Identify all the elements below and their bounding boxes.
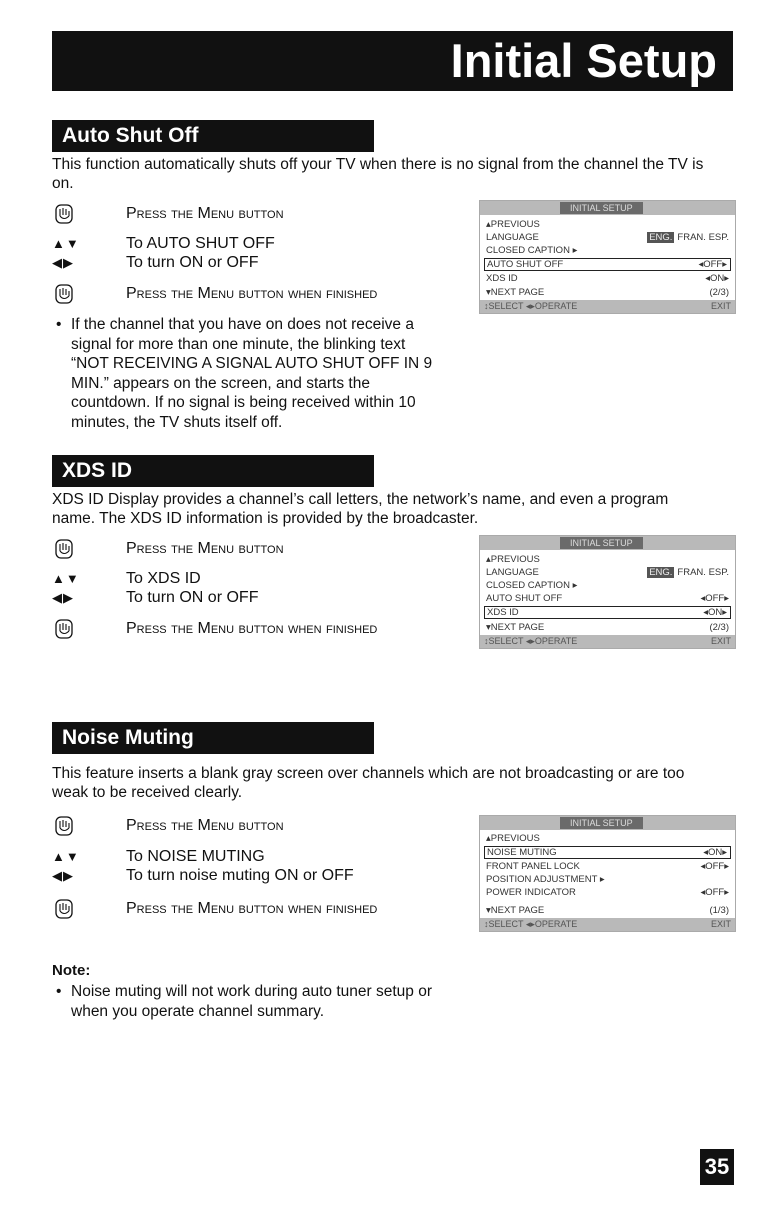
left-right-arrows-icon: ◀▶	[52, 868, 74, 883]
section-heading-xds-id: XDS ID	[52, 455, 374, 487]
osd-row-xds-id: XDS ID ◂ON▸	[486, 273, 729, 284]
osd-row-auto-shut-off: AUTO SHUT OFF ◂OFF▸	[486, 593, 729, 604]
auto-shut-off-bullet: • If the channel that you have on does not receive a signal for more than one minute, the blinking text “NOT RECEIVING A SIGNAL AUTO SHUT OFF IN 9 MIN.” appears on the screen, and starts the countdown. If no signal is being received within 10 minutes, the TV shuts itself off.	[56, 316, 433, 431]
xds-id-intro: XDS ID Display provides a channel’s call letters, the network’s name, and even a program name. The XDS ID information is provided by the broadcaster.	[52, 491, 669, 527]
up-down-arrows-icon: ▲▼	[52, 571, 80, 586]
osd-row-closed-caption: CLOSED CAPTION ▸	[486, 580, 578, 591]
noise-muting-intro: This feature inserts a blank gray screen over channels which are not broadcasting or are too weak to be received clearly.	[52, 765, 685, 801]
osd-footer-exit: EXIT	[710, 919, 731, 929]
osd-next-page: ▾NEXT PAGE (1/3)	[486, 905, 729, 916]
osd-row-xds-id: XDS ID ◂ON▸	[484, 606, 731, 619]
osd-header: INITIAL SETUP	[560, 537, 643, 549]
osd-row-front-panel-lock: FRONT PANEL LOCK ◂OFF▸	[486, 861, 729, 872]
osd-menu-xds-id	[479, 535, 736, 649]
noise-muting-note: • Noise muting will not work during auto tuner setup or when you operate channel summary.	[56, 983, 432, 1020]
page-number: 35	[700, 1149, 734, 1185]
hand-press-icon	[52, 283, 76, 305]
osd-previous: ▴PREVIOUS	[486, 554, 540, 565]
section-heading-auto-shut-off: Auto Shut Off	[52, 120, 374, 152]
hand-press-icon	[52, 815, 76, 837]
osd-row-closed-caption: CLOSED CAPTION ▸	[486, 245, 578, 256]
page-title: Initial Setup	[450, 34, 717, 87]
osd-row-power-indicator: POWER INDICATOR ◂OFF▸	[486, 887, 729, 898]
hand-press-icon	[52, 203, 76, 225]
auto-shut-off-intro: This function automatically shuts off your TV when there is no signal from the channel the TV is on.	[52, 156, 704, 192]
osd-footer-select: ↕SELECT ◂▸OPERATE	[484, 301, 578, 311]
osd-row-noise-muting: NOISE MUTING ◂ON▸	[484, 846, 731, 859]
page-title-bar	[52, 31, 733, 91]
note-label: Note:	[52, 962, 91, 979]
osd-row-position-adjustment: POSITION ADJUSTMENT ▸	[486, 874, 605, 885]
up-down-arrows-icon: ▲▼	[52, 236, 80, 251]
up-down-arrows-icon: ▲▼	[52, 849, 80, 864]
section-heading-noise-muting: Noise Muting	[52, 722, 374, 754]
hand-press-icon	[52, 618, 76, 640]
osd-next-page: ▾NEXT PAGE (2/3)	[486, 622, 729, 633]
osd-previous: ▴PREVIOUS	[486, 833, 540, 844]
osd-footer-select: ↕SELECT ◂▸OPERATE	[484, 636, 578, 646]
osd-footer-select: ↕SELECT ◂▸OPERATE	[484, 919, 578, 929]
osd-menu-auto-shut-off	[479, 200, 736, 314]
osd-previous: ▴PREVIOUS	[486, 219, 540, 230]
left-right-arrows-icon: ◀▶	[52, 590, 74, 605]
hand-press-icon	[52, 538, 76, 560]
hand-press-icon	[52, 898, 76, 920]
osd-row-language: LANGUAGE ENG. FRAN. ESP.	[486, 232, 729, 243]
left-right-arrows-icon: ◀▶	[52, 255, 74, 270]
osd-footer-exit: EXIT	[710, 301, 731, 311]
osd-next-page: ▾NEXT PAGE (2/3)	[486, 287, 729, 298]
osd-header: INITIAL SETUP	[560, 202, 643, 214]
osd-row-auto-shut-off: AUTO SHUT OFF ◂OFF▸	[484, 258, 731, 271]
osd-header: INITIAL SETUP	[560, 817, 643, 829]
osd-footer-exit: EXIT	[710, 636, 731, 646]
osd-row-language: LANGUAGE ENG. FRAN. ESP.	[486, 567, 729, 578]
osd-menu-noise-muting	[479, 815, 736, 932]
